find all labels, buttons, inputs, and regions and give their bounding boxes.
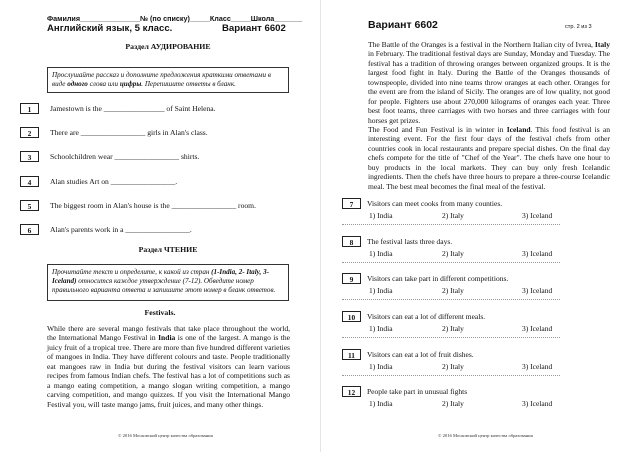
- question-text: Jamestown is the ________________ of Saint Helena.: [50, 104, 216, 113]
- right-variant-title: Вариант 6602: [368, 19, 438, 31]
- divider: [342, 299, 560, 300]
- italy-paragraph: The Battle of the Oranges is a festival in the Northern Italian city of Ivrea, Italy in February. The traditional festival days are Sunday, Monday and Tuesday. The festival has a tradition of throwing oranges between organized groups. It is the largest food fight in Italy. During the Battle of the Oranges thousands of townspeople, divided into nine teams throw oranges at each other. Oranges for the event are from the island of Sicily. The oranges are of low quality, not good for people. Fighters use about 270,000 kilograms of oranges each year. Three best foot teams, three carriages with two horses and three carriages with four horses get prizes.: [368, 40, 610, 125]
- question-text: Alan's parents work in a _________________.: [50, 225, 192, 234]
- reading-question: [342, 311, 602, 341]
- reading-section-title: Раздел ЧТЕНИЕ: [138, 245, 198, 254]
- question-text: Visitors can meet cooks from many counties.: [367, 199, 503, 208]
- question-number: 8: [342, 236, 361, 247]
- india-paragraph: While there are several mango festivals that take place throughout the world, the International Mango Festival in India is one of the largest. A mango is the juicy fruit of a tropical tree. There are more than five hundred different varieties of mangoes in India. They have different colours and taste. People traditionally eat mangoes raw in India but during the festival visitors can learn various recipes from famous Indian chefs. The festival has a lot of competitions such as a mango eating competition, a mango slogan writing competition, a mango carving competition, and mango quizzes. If you visit the International Mango Festival you, will taste mango jams, fruit juices, and many other things.: [47, 324, 290, 409]
- option-iceland[interactable]: 3) Iceland: [522, 211, 553, 220]
- question-text: Visitors can eat a lot of fruit dishes.: [367, 350, 474, 359]
- question-number: 1: [20, 103, 39, 114]
- question-text: People take part in unusual fights: [367, 387, 468, 396]
- question-number: 3: [20, 151, 39, 162]
- iceland-paragraph: The Food and Fun Festival is in winter in Iceland. This food festival is an interesting event. For the first four days of the festival chefs from other countries cook in local restaurants and prepare special dishes. On the final day chefs compete for the title of "Chef of the Year". The chefs have one hour to buy products in the local markets. They can buy only fresh Icelandic ingredients. Then the chefs have three hours to prepare a three-course Icelandic meal. The best meal becomes the final meal of the festival.: [368, 125, 610, 191]
- option-italy[interactable]: 2) Italy: [442, 324, 464, 333]
- subject-title: Английский язык, 5 класс.: [47, 23, 173, 34]
- question-text: Visitors can eat a lot of different meals.: [367, 312, 486, 321]
- left-footer: © 2016 Московский центр качества образования: [118, 433, 213, 438]
- reading-question: [342, 198, 602, 228]
- question-number: 6: [20, 224, 39, 235]
- text-title: Festivals.: [144, 308, 176, 317]
- question-text: The biggest room in Alan's house is the _________________ room.: [50, 201, 256, 210]
- divider: [342, 224, 560, 225]
- option-italy[interactable]: 2) Italy: [442, 362, 464, 371]
- question-text: Schoolchildren wear _________________ shirts.: [50, 152, 200, 161]
- variant-label: Вариант 6602: [222, 23, 286, 34]
- page-number: стр. 2 из 3: [565, 24, 592, 30]
- option-iceland[interactable]: 3) Iceland: [522, 362, 553, 371]
- divider: [342, 375, 560, 376]
- reading-instruction: Прочитайте текст и определите, к какой из стран (1-India, 2- Italy, 3- Iceland) относится каждое утверждение (7-12). Обведите номер правильного варианта ответа и запишите этот номер в бланк ответов.: [47, 264, 289, 301]
- option-india[interactable]: 1) India: [369, 286, 393, 295]
- option-india[interactable]: 1) India: [369, 362, 393, 371]
- option-iceland[interactable]: 3) Iceland: [522, 286, 553, 295]
- question-text: There are _________________ girls in Alan's class.: [50, 128, 208, 137]
- question-number: 11: [342, 349, 361, 360]
- question-text: Alan studies Art on _________________.: [50, 177, 178, 186]
- option-india[interactable]: 1) India: [369, 211, 393, 220]
- option-india[interactable]: 1) India: [369, 399, 393, 408]
- divider: [342, 262, 560, 263]
- divider: [342, 337, 560, 338]
- question-text: The festival lasts three days.: [367, 237, 453, 246]
- question-number: 12: [342, 386, 361, 397]
- question-number: 9: [342, 273, 361, 284]
- reading-question: [342, 273, 602, 303]
- student-fields-line: Фамилия_______________№ (по списку)_____Класс_____Школа_______: [47, 14, 303, 23]
- listening-section-title: Раздел АУДИРОВАНИЕ: [125, 42, 211, 51]
- reading-question: [342, 386, 602, 416]
- option-italy[interactable]: 2) Italy: [442, 211, 464, 220]
- option-india[interactable]: 1) India: [369, 249, 393, 258]
- option-iceland[interactable]: 3) Iceland: [522, 324, 553, 333]
- option-italy[interactable]: 2) Italy: [442, 249, 464, 258]
- option-italy[interactable]: 2) Italy: [442, 286, 464, 295]
- question-number: 7: [342, 198, 361, 209]
- question-number: 2: [20, 127, 39, 138]
- question-number: 4: [20, 176, 39, 187]
- option-iceland[interactable]: 3) Iceland: [522, 399, 553, 408]
- question-text: Visitors can take part in different competitions.: [367, 274, 509, 283]
- reading-question: [342, 236, 602, 266]
- option-italy[interactable]: 2) Italy: [442, 399, 464, 408]
- option-india[interactable]: 1) India: [369, 324, 393, 333]
- question-number: 10: [342, 311, 361, 322]
- question-number: 5: [20, 200, 39, 211]
- option-iceland[interactable]: 3) Iceland: [522, 249, 553, 258]
- listening-instruction: Прослушайте рассказ и дополните предложения краткими ответами в виде одного слова или цифры. Перепишите ответы в бланк.: [47, 67, 289, 93]
- reading-question: [342, 349, 602, 379]
- right-footer: © 2016 Московский центр качества образования: [438, 433, 533, 438]
